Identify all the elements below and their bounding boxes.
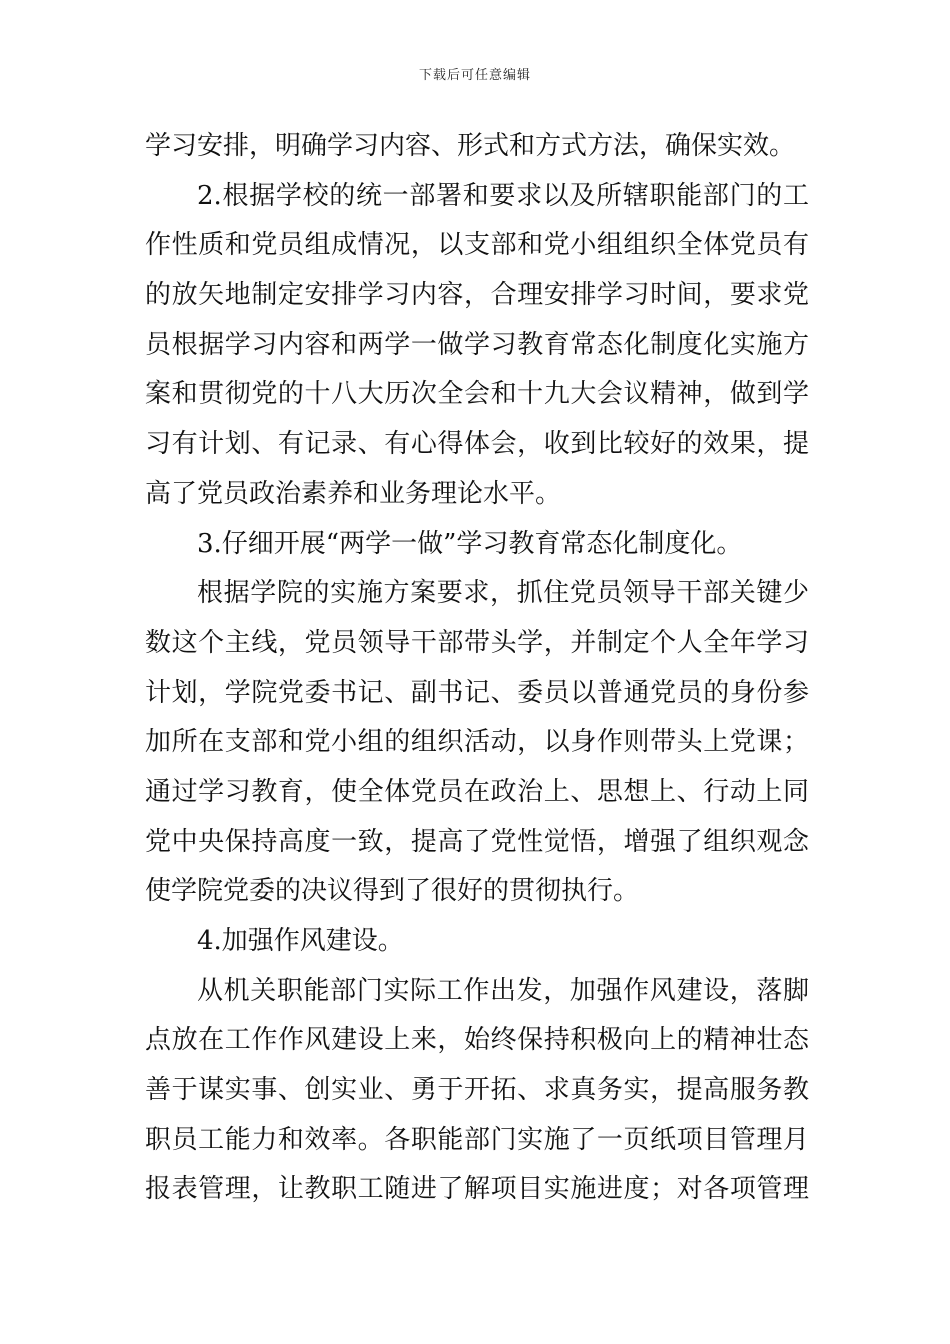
text-line: 报表管理，让教职工随进了解项目实施进度；对各项管理	[145, 1174, 809, 1205]
text-line: 使学院党委的决议得到了很好的贯彻执行。	[145, 876, 640, 907]
text-line: 2.根据学校的统一部署和要求以及所辖职能部门的工	[197, 180, 809, 211]
text-line: 从机关职能部门实际工作出发，加强作风建设，落脚	[197, 975, 809, 1006]
text-line: 职员工能力和效率。各职能部门实施了一页纸项目管理月	[145, 1124, 809, 1155]
text-line: 数这个主线，党员领导干部带头学，并制定个人全年学习	[145, 627, 809, 658]
text-line: 计划，学院党委书记、副书记、委员以普通党员的身份参	[145, 677, 809, 708]
text-line: 点放在工作作风建设上来，始终保持积极向上的精神壮态	[145, 1025, 809, 1056]
text-line: 员根据学习内容和两学一做学习教育常态化制度化实施方	[145, 329, 809, 360]
text-line: 的放矢地制定安排学习内容，合理安排学习时间，要求党	[145, 280, 809, 311]
text-line: 习有计划、有记录、有心得体会，收到比较好的效果，提	[145, 429, 809, 460]
text-line: 通过学习教育，使全体党员在政治上、思想上、行动上同	[145, 776, 809, 807]
text-line: 高了党员政治素养和业务理论水平。	[145, 478, 562, 509]
text-line: 作性质和党员组成情况，以支部和党小组组织全体党员有	[145, 230, 809, 261]
text-line: 4.加强作风建设。	[197, 926, 404, 956]
text-line: 案和贯彻党的十八大历次全会和十九大会议精神，做到学	[145, 379, 809, 410]
text-line: 3.仔细开展“两学一做”学习教育常态化制度化。	[197, 528, 743, 559]
page-header: 下载后可任意编辑	[418, 68, 531, 83]
text-line: 学习安排，明确学习内容、形式和方式方法，确保实效。	[145, 131, 796, 161]
document-body	[145, 122, 809, 1215]
text-line: 善于谋实事、创实业、勇于开拓、求真务实，提高服务教	[145, 1075, 809, 1106]
text-line: 党中央保持高度一致，提高了党性觉悟，增强了组织观念	[145, 826, 809, 857]
text-line: 根据学院的实施方案要求，抓住党员领导干部关键少	[197, 578, 809, 609]
text-line: 加所在支部和党小组的组织活动，以身作则带头上党课；	[145, 727, 809, 758]
